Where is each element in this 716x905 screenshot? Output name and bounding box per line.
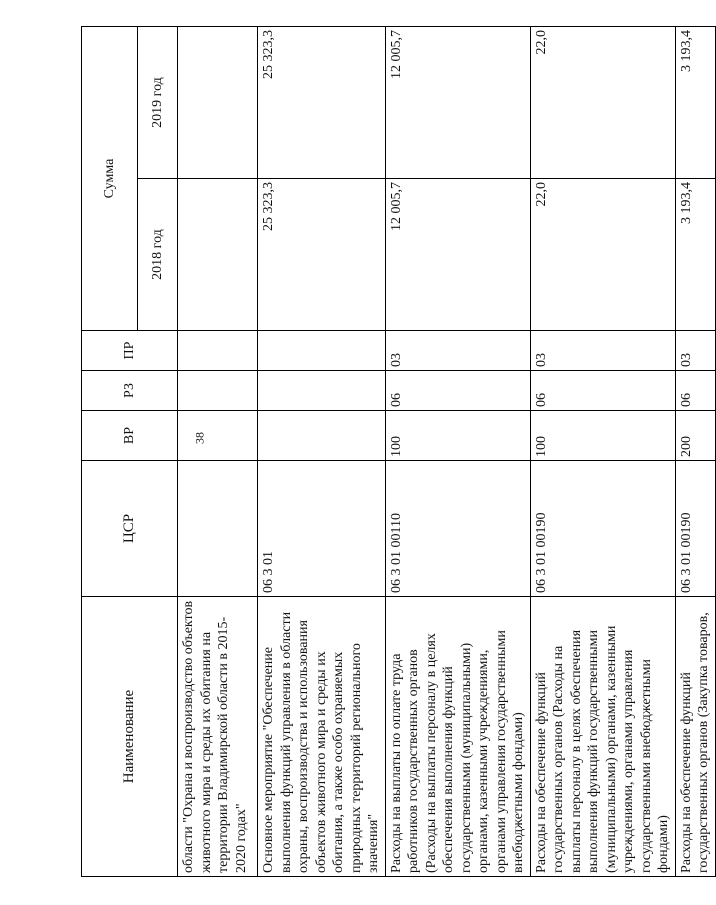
cell-name: Основное мероприятие "Обеспечение выполнения функций управления в области охраны, воспроизводства и использования объектов животного мира и среды их обитания, а также особо охраняемых природных территорий регионального значения" — [258, 597, 386, 877]
page-number: 38 — [192, 432, 207, 444]
cell-csr — [178, 461, 258, 597]
table-row — [530, 27, 675, 877]
header-vr: ВР — [82, 411, 178, 461]
cell-rz: 06 — [675, 371, 715, 411]
budget-table — [81, 26, 716, 877]
cell-vr: 200 — [675, 411, 715, 461]
cell-sum-2018: 22,0 — [530, 179, 675, 331]
cell-vr — [258, 411, 386, 461]
cell-pr — [178, 331, 258, 371]
cell-csr: 06 3 01 00190 — [675, 461, 715, 597]
cell-name: Расходы на выплаты по оплате труда работников государственных органов (Расходы на выплаты персоналу в целях обеспечения выполнения функций государственными (муниципальными) органами, казенными учреждениями, органами управления государственными внебюджетными фондами) — [385, 597, 530, 877]
cell-csr: 06 3 01 — [258, 461, 386, 597]
cell-sum-2019: 22,0 — [530, 27, 675, 179]
table-row — [385, 27, 530, 877]
cell-pr — [258, 331, 386, 371]
cell-rz — [178, 371, 258, 411]
cell-sum-2019: 12 005,7 — [385, 27, 530, 179]
cell-vr: 100 — [385, 411, 530, 461]
header-year-2018: 2018 год — [138, 179, 178, 331]
cell-sum-2018: 3 193,4 — [675, 179, 715, 331]
cell-sum-2018: 25 323,3 — [258, 179, 386, 331]
table-row — [258, 27, 386, 877]
cell-vr — [178, 411, 258, 461]
cell-vr: 100 — [530, 411, 675, 461]
table-row — [178, 27, 258, 877]
cell-sum-2019 — [178, 27, 258, 179]
cell-name: Расходы на обеспечение функций государственных органов (Расходы на выплаты персоналу в целях обеспечения выполнения функций государственными (муниципальными) органами, казенными учреждениями, органами управления государственными внебюджетными фондами) — [530, 597, 675, 877]
cell-name: области "Охрана и воспроизводство объектов животного мира и среды их обитания на территории Владимирской области в 2015-2020 годах" — [178, 597, 258, 877]
cell-sum-2018: 12 005,7 — [385, 179, 530, 331]
cell-pr: 03 — [675, 331, 715, 371]
header-csr: ЦСР — [82, 461, 178, 597]
cell-csr: 06 3 01 00110 — [385, 461, 530, 597]
cell-sum-2018 — [178, 179, 258, 331]
cell-name: Расходы на обеспечение функций государственных органов (Закупка товаров, — [675, 597, 715, 877]
cell-csr: 06 3 01 00190 — [530, 461, 675, 597]
table-row — [675, 27, 715, 877]
header-name: Наименование — [82, 597, 178, 877]
header-sum: Сумма — [82, 27, 138, 331]
cell-rz — [258, 371, 386, 411]
cell-pr: 03 — [530, 331, 675, 371]
cell-sum-2019: 3 193,4 — [675, 27, 715, 179]
cell-rz: 06 — [530, 371, 675, 411]
cell-sum-2019: 25 323,3 — [258, 27, 386, 179]
budget-table-page — [81, 27, 711, 877]
header-pr: ПР — [82, 331, 178, 371]
cell-pr: 03 — [385, 331, 530, 371]
header-year-2019: 2019 год — [138, 27, 178, 179]
table-header-row — [82, 27, 138, 877]
cell-rz: 06 — [385, 371, 530, 411]
header-rz: РЗ — [82, 371, 178, 411]
